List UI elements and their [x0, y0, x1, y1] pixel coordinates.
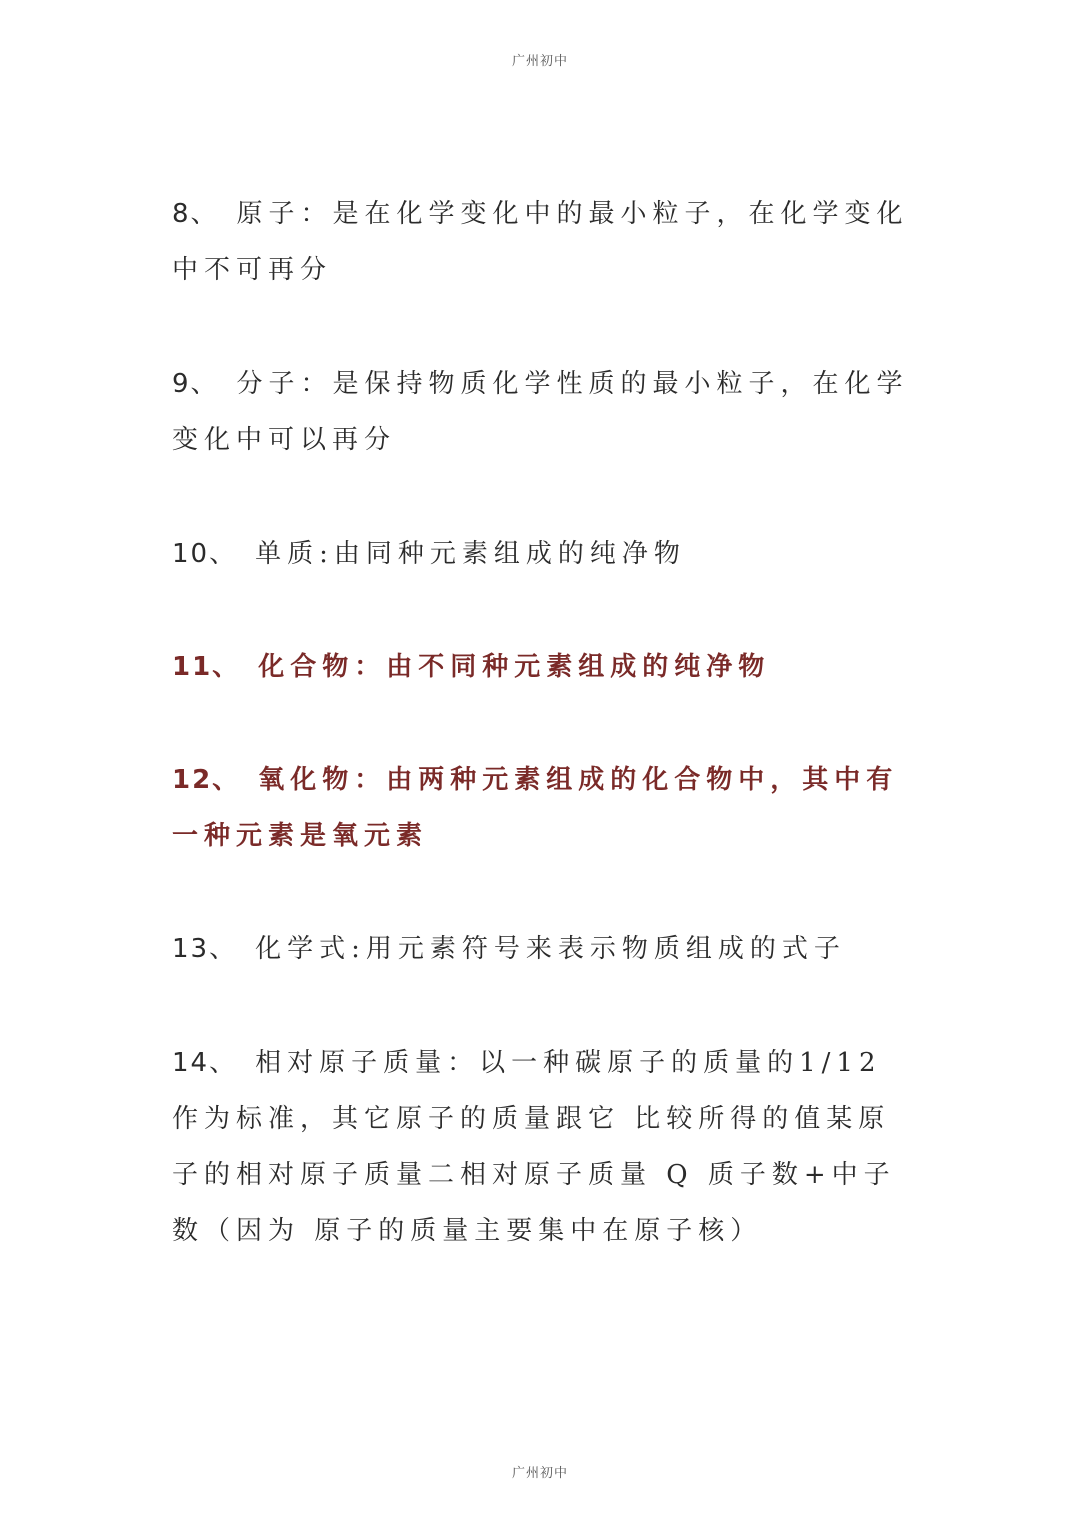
- definition-chemical-formula: [172, 921, 912, 977]
- item-number: 13、: [172, 934, 238, 964]
- item-number: 12、: [172, 765, 241, 795]
- item-number: 8、: [172, 199, 219, 229]
- item-number: 11、: [172, 652, 241, 682]
- page-header: 广州初中: [511, 54, 568, 69]
- item-number: 9、: [172, 369, 219, 399]
- definition-compound: [172, 639, 912, 695]
- item-text: 氧化物：由两种元素组成的化合物中，其中有一种元素是氧元素: [172, 765, 899, 851]
- item-text: 化学式:用元素符号来表示物质组成的式子: [255, 934, 846, 964]
- definition-relative-atomic-mass: [172, 1035, 912, 1259]
- item-text: 分子：是保持物质化学性质的最小粒子，在化学变化中可以再分: [172, 369, 909, 455]
- page-footer: 广州初中: [511, 1466, 568, 1481]
- item-number: 14、: [172, 1048, 238, 1078]
- definition-oxide: [172, 752, 912, 864]
- item-text: 原子：是在化学变化中的最小粒子，在化学变化中不可再分: [172, 199, 909, 285]
- item-number: 10、: [172, 539, 238, 569]
- item-text: 单质:由同种元素组成的纯净物: [255, 539, 686, 569]
- definition-atom: [172, 186, 912, 298]
- definition-element-substance: [172, 526, 912, 582]
- definition-molecule: [172, 356, 912, 468]
- item-text: 化合物：由不同种元素组成的纯净物: [258, 652, 771, 682]
- item-text: 相对原子质量：以一种碳原子的质量的1/12作为标准，其它原子的质量跟它 比较所得的值某原子的相对原子质量二相对原子质量 Q 质子数+中子数（因为 原子的质量主要集中在原子核）: [172, 1048, 896, 1246]
